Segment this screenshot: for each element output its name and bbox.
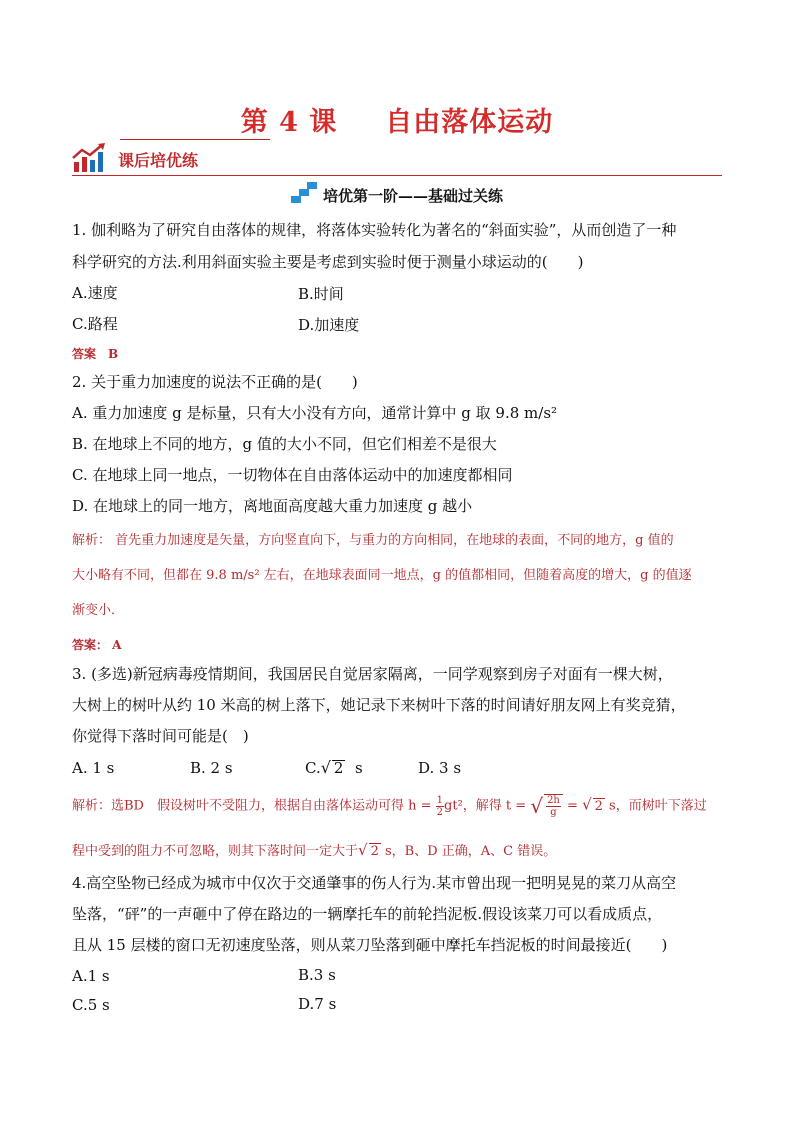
q1-option-c: C.路程 (72, 315, 118, 333)
q4-option-b: B.3 s (298, 966, 336, 984)
q4-option-c: C.5 s (72, 996, 110, 1014)
q4-stem-line1: 4.高空坠物已经成为城市中仅次于交通肇事的伤人行为.某市曾出现一把明晃晃的菜刀从高空 (72, 874, 677, 892)
q1-stem-line1: 1. 伽利略为了研究自由落体的规律，将落体实验转化为著名的“斜面实验”，从而创造了一种 (72, 221, 677, 239)
q2-option-a: A. 重力加速度 g 是标量，只有大小没有方向，通常计算中 g 取 9.8 m/s² (72, 404, 558, 422)
q2-explanation-line3: 渐变小． (72, 603, 125, 618)
q3-expl-rad-den: g (550, 807, 557, 818)
q3-expl-fraction (436, 795, 444, 818)
q1-stem-line2: 科学研究的方法.利用斜面实验主要是考虑到实验时便于测量小球运动的( ) (72, 253, 584, 271)
q3-expl-rad-num: 2h (547, 795, 560, 806)
q1-option-d: D.加速度 (298, 316, 360, 334)
q3-option-c-letter: C. (305, 759, 321, 777)
q3-expl-intro: 解析：选BD 假设树叶不受阻力，根据自由落体运动可得 h = (72, 798, 432, 814)
page-title (0, 100, 794, 139)
q3-explanation-line2: 程中受到的阻力不可忽略，则其下落时间一定大于√ 2 s，B、D 正确，A、C 错误。 (72, 841, 557, 859)
q4-option-d: D.7 s (298, 995, 337, 1013)
q1-option-a: A.速度 (72, 284, 118, 302)
bar-chart-arrow-icon (72, 142, 108, 174)
q3-option-c-radicand: 2 (333, 759, 344, 777)
q2-option-d: D. 在地球上的同一地方，离地面高度越大重力加速度 g 越小 (72, 497, 473, 515)
q2-stem: 2. 关于重力加速度的说法不正确的是( ) (72, 373, 358, 391)
q3-explanation-line1: 解析：选BD 假设树叶不受阻力，根据自由落体运动可得 h = $\frac{1}{2}$ gt²，解得 t = √ $\frac{2h}{g}$ = √ 2 s，而树叶下落过 (72, 794, 707, 818)
stairs-icon (291, 182, 317, 204)
q3-expl-tail: s，而树叶下落过 (609, 798, 707, 814)
q3-option-c-unit: s (355, 759, 363, 777)
q3-expl-frac-num: 1 (436, 794, 444, 806)
q3-expl-gt: gt²，解得 t = (444, 798, 527, 814)
q4-option-a: A.1 s (72, 967, 110, 985)
lesson-number: 第 4 课 (240, 107, 338, 138)
section-top-rule (120, 139, 270, 140)
q4-stem-line3: 且从 15 层楼的窗口无初速度坠落，则从菜刀坠落到砸中摩托车挡泥板的时间最接近( ) (72, 936, 668, 954)
q4-stem-line2: 坠落，“砰”的一声砸中了停在路边的一辆摩托车的前轮挡泥板.假设该菜刀可以看成质点， (72, 905, 663, 923)
q3-expl-rad2: 2 (594, 798, 603, 814)
q1-answer: 答案 B (72, 347, 119, 361)
q3-expl2-intro: 程中受到的阻力不可忽略，则其下落时间一定大于 (72, 844, 359, 859)
subsection-header (0, 182, 794, 206)
q2-answer: 答案： A (72, 638, 122, 652)
q3-expl2-tail: s，B、D 正确，A、C 错误。 (385, 844, 557, 859)
subsection-label: 培优第一阶——基础过关练 (322, 187, 503, 205)
q1-option-b: B.时间 (298, 285, 344, 303)
q3-stem-line2: 大树上的树叶从约 10 米高的树上落下，她记录下来树叶下落的时间请好朋友网上有奖竞猜， (72, 696, 686, 714)
q3-option-d: D. 3 s (418, 759, 462, 777)
q2-option-b: B. 在地球上不同的地方，g 值的大小不同，但它们相差不是很大 (72, 435, 497, 453)
q2-explanation-line2: 大小略有不同，但都在 9.8 m/s² 左右，在地球表面同一地点，g 的值都相同，但随着高度的增大，g 的值逐 (72, 568, 692, 583)
q3-expl-equals: = (567, 798, 578, 814)
section-label: 课后培优练 (118, 151, 199, 170)
q2-option-c: C. 在地球上同一地点，一切物体在自由落体运动中的加速度都相同 (72, 466, 513, 484)
q3-expl2-rad: 2 (370, 844, 379, 859)
section-header (72, 138, 722, 176)
q3-stem-line3: 你觉得下落时间可能是( ) (72, 727, 249, 745)
q3-expl-radical: √ $\frac{2h}{g}$ (530, 794, 563, 818)
q3-option-a: A. 1 s (72, 759, 115, 777)
q2-explanation-line1: 解析： 首先重力加速度是矢量，方向竖直向下，与重力的方向相同，在地球的表面，不同的地方，g 值的 (72, 533, 674, 548)
q3-expl-frac-den: 2 (436, 806, 444, 818)
q3-stem-line1: 3. (多选)新冠病毒疫情期间，我国居民自觉居家隔离，一同学观察到房子对面有一棵大树， (72, 665, 673, 683)
q3-option-c: C.√ 2 s (305, 758, 363, 777)
lesson-topic: 自由落体运动 (385, 107, 554, 138)
section-bottom-rule (72, 175, 722, 176)
q3-option-b: B. 2 s (190, 759, 233, 777)
